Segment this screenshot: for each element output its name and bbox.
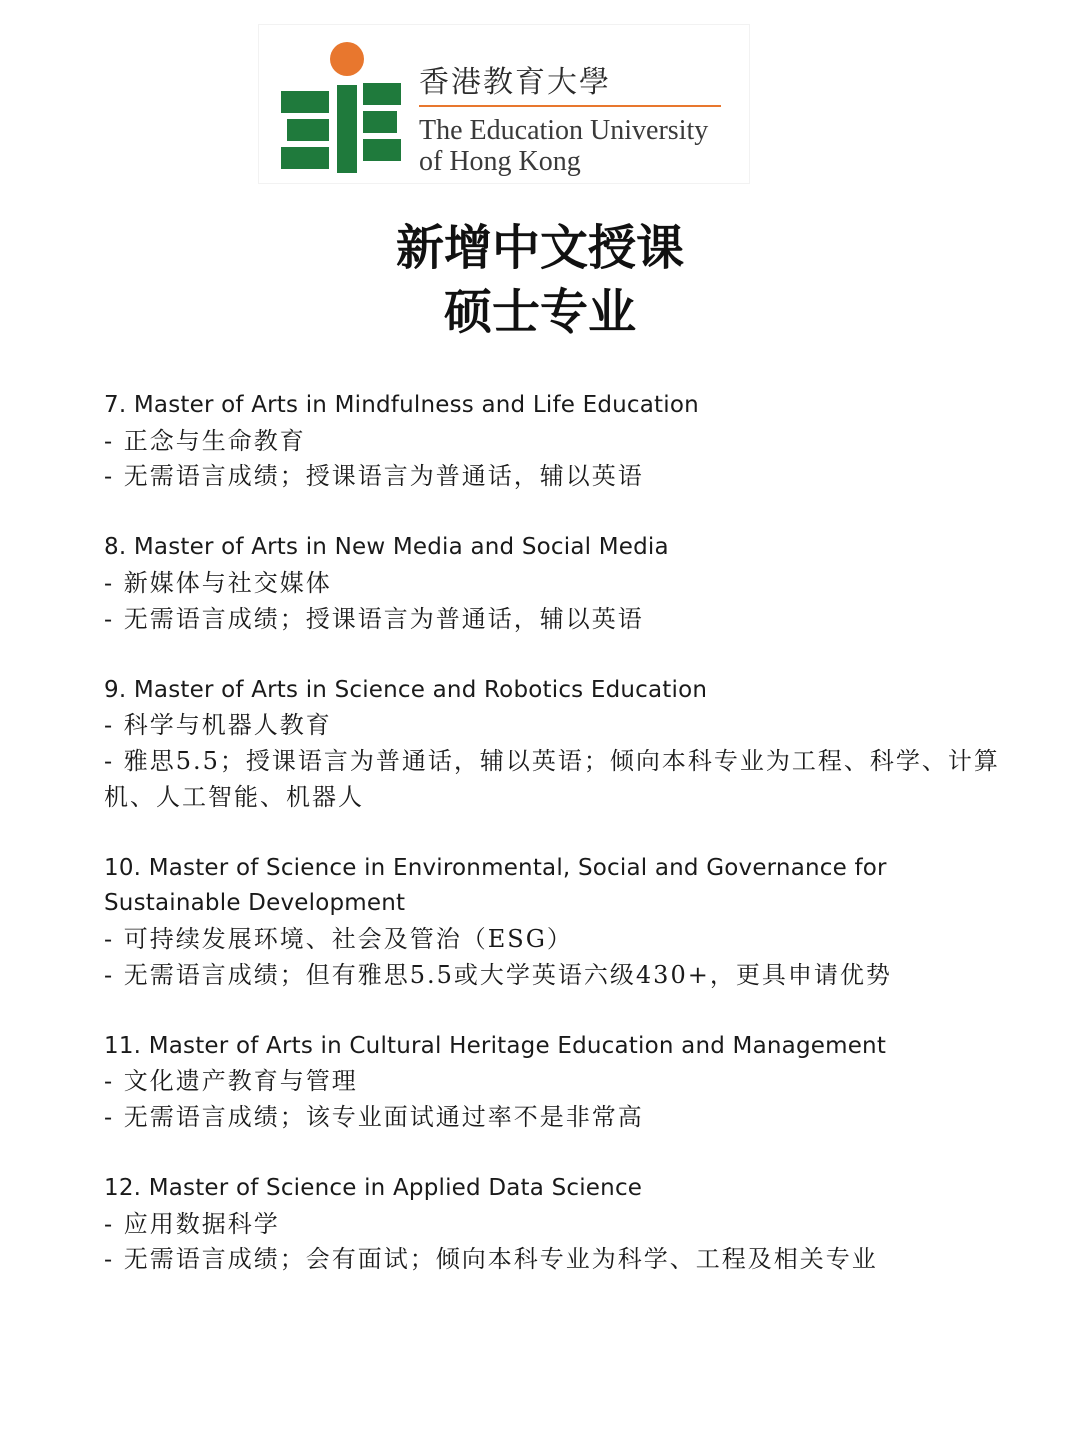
- university-emblem-icon: [281, 41, 403, 177]
- logo-divider: [419, 105, 721, 107]
- program-chinese-name: - 应用数据科学: [104, 1209, 280, 1238]
- program-chinese-name: - 可持续发展环境、社会及管治（ESG）: [104, 924, 573, 953]
- program-title: 11. Master of Arts in Cultural Heritage Education and Management: [104, 1032, 887, 1059]
- page-title-line2: 硕士专业: [443, 284, 636, 340]
- program-title: 12. Master of Science in Applied Data Science: [104, 1175, 643, 1202]
- program-title: 9. Master of Arts in Science and Robotics Education: [104, 676, 708, 703]
- page-title-line1: 新增中文授课: [395, 220, 684, 276]
- program-note: - 无需语言成绩；该专业面试通过率不是非常高: [104, 1102, 644, 1131]
- program-item-11: [104, 1029, 1004, 1136]
- program-note: - 无需语言成绩；授课语言为普通话，辅以英语: [104, 604, 644, 633]
- program-note: - 无需语言成绩；但有雅思5.5或大学英语六级430+，更具申请优势: [104, 960, 892, 989]
- program-item-10: [104, 851, 1004, 993]
- program-title: 8. Master of Arts in New Media and Social Media: [104, 534, 669, 561]
- program-chinese-name: - 科学与机器人教育: [104, 711, 332, 740]
- program-note: - 雅思5.5；授课语言为普通话，辅以英语；倾向本科专业为工程、科学、计算机、人工智能、机器人: [104, 746, 1000, 811]
- program-item-12: [104, 1171, 1004, 1278]
- program-item-8: [104, 530, 1004, 637]
- program-chinese-name: - 正念与生命教育: [104, 426, 306, 455]
- logo-english-name-line1: The Education University: [419, 115, 709, 146]
- program-item-7: [104, 388, 1004, 495]
- program-title: 10. Master of Science in Environmental, Social and Governance for Sustainable Development: [104, 854, 887, 917]
- program-chinese-name: - 文化遗产教育与管理: [104, 1067, 358, 1096]
- logo-english-name-line2: of Hong Kong: [419, 146, 581, 177]
- divider: [104, 637, 1004, 673]
- divider: [104, 1135, 1004, 1171]
- program-title: 7. Master of Arts in Mindfulness and Life Education: [104, 392, 699, 418]
- program-chinese-name: - 新媒体与社交媒体: [104, 568, 332, 597]
- logo-chinese-name: 香港教育大學: [419, 65, 611, 100]
- divider: [104, 495, 1004, 531]
- logo-sun-icon: [330, 42, 364, 76]
- program-list: [104, 388, 1004, 1278]
- divider: [104, 815, 1004, 851]
- program-note: - 无需语言成绩；授课语言为普通话，辅以英语: [104, 462, 644, 491]
- page-title: [0, 216, 1080, 344]
- university-logo: [258, 24, 750, 184]
- divider: [104, 993, 1004, 1029]
- program-item-9: [104, 673, 1004, 815]
- program-note: - 无需语言成绩；会有面试；倾向本科专业为科学、工程及相关专业: [104, 1245, 878, 1274]
